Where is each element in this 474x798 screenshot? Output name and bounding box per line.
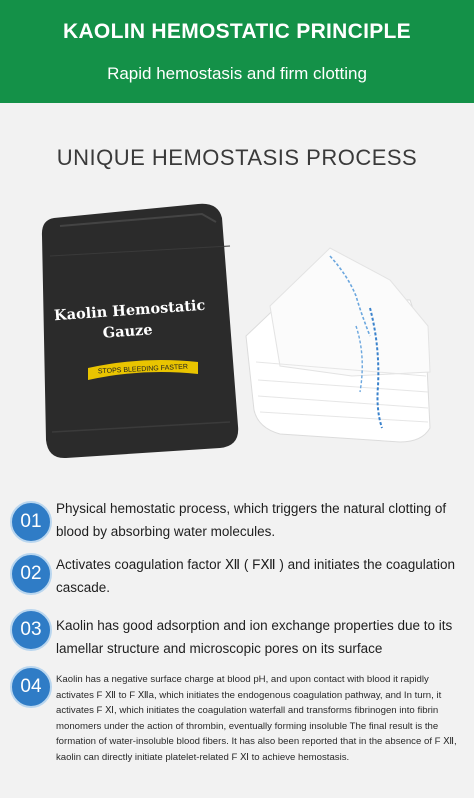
product-image xyxy=(30,196,444,466)
header-banner xyxy=(0,0,474,103)
step-item-2 xyxy=(10,556,464,606)
pouch-banner-text: STOPS BLEEDING FASTER xyxy=(97,363,189,376)
step-number-badge: 04 xyxy=(10,666,52,708)
gauze-pad xyxy=(246,248,430,442)
step-item-4 xyxy=(10,670,464,770)
header-title: KAOLIN HEMOSTATIC PRINCIPLE xyxy=(63,20,411,43)
step-text: Activates coagulation factor Ⅻ ( FⅫ ) and initiates the coagulation cascade. xyxy=(56,557,456,595)
step-text: Kaolin has good adsorption and ion exchange properties due to its lamellar structure and microscopic pores on its surface xyxy=(56,618,453,656)
gauze-pouch xyxy=(42,204,238,458)
header-subtitle: Rapid hemostasis and firm clotting xyxy=(107,64,367,83)
section-title: UNIQUE HEMOSTASIS PROCESS xyxy=(56,145,418,170)
pouch-title-line1: Kaolin Hemostatic xyxy=(53,296,206,325)
step-number-badge: 01 xyxy=(10,501,52,543)
step-text: Physical hemostatic process, which triggers the natural clotting of blood by absorbing water molecules. xyxy=(56,501,447,539)
step-item-3 xyxy=(10,613,464,663)
step-item-1 xyxy=(10,499,464,549)
step-number-badge: 03 xyxy=(10,609,52,651)
step-number-badge: 02 xyxy=(10,553,52,595)
pouch-title-line2: Gauze xyxy=(102,321,154,342)
step-text: Kaolin has a negative surface charge at blood pH, and upon contact with blood it rapidly activates F Ⅻ to F Ⅻa, which initiates the endogenous coagulation pathway, and In turn, it activates F Ⅺ, which initiates the coagulation waterfall and transforms fibrinogen into fibrin monomers under the action of thrombin, eventually forming insoluble The final result is the formation of water-insoluble blood fibers. It has also been reported that in the absence of F Ⅻ, kaolin can directly initiate platelet-related F Ⅺ to achieve hemostasis. xyxy=(56,674,457,763)
